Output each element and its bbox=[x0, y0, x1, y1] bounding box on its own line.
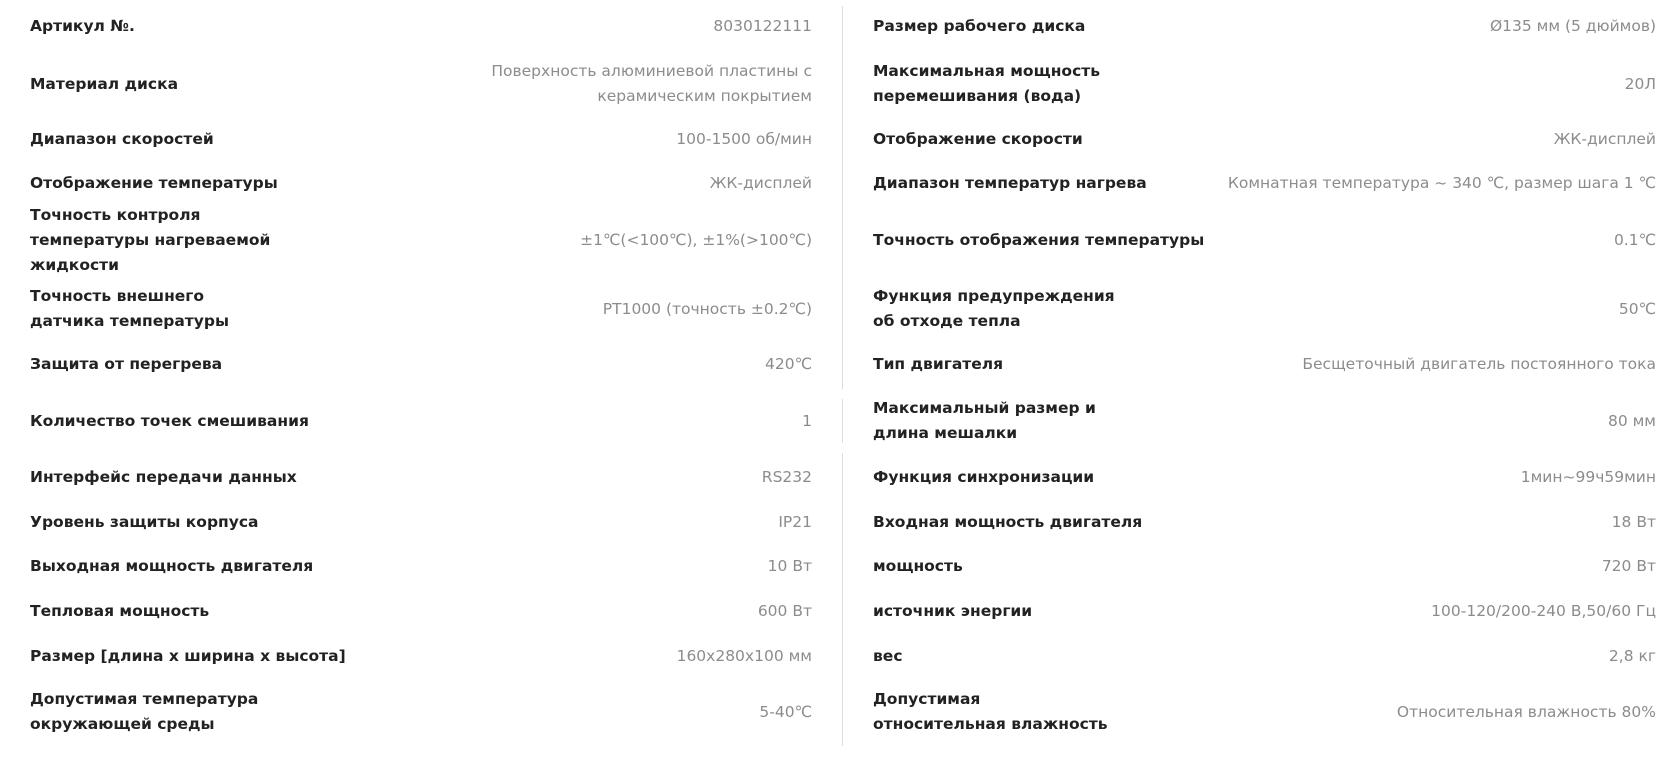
spec-value: 600 Вт bbox=[757, 601, 812, 620]
spec-row bbox=[873, 550, 1656, 582]
spec-value: 10 Вт bbox=[767, 556, 812, 575]
spec-value: 80 мм bbox=[1607, 411, 1656, 430]
spec-value: ЖК-дисплей bbox=[709, 173, 812, 192]
spec-row bbox=[30, 167, 812, 199]
spec-row bbox=[30, 550, 812, 582]
spec-row bbox=[873, 395, 1656, 447]
column-divider bbox=[842, 399, 843, 443]
spec-value: ±1℃(<100℃), ±1%(>100℃) bbox=[580, 230, 812, 249]
spec-value: ЖК-дисплей bbox=[1553, 129, 1656, 148]
spec-label: Защита от перегрева bbox=[30, 354, 223, 373]
spec-row bbox=[873, 123, 1656, 155]
spec-row bbox=[873, 461, 1656, 493]
column-divider bbox=[842, 453, 843, 746]
spec-row bbox=[873, 58, 1656, 110]
spec-value: Комнатная температура ~ 340 ℃, размер шага 1 ℃ bbox=[1227, 173, 1656, 192]
spec-label: Интерфейс передачи данных bbox=[30, 467, 297, 486]
spec-value: 160x280x100 мм bbox=[676, 646, 812, 665]
spec-row bbox=[873, 640, 1656, 672]
spec-value: Ø135 мм (5 дюймов) bbox=[1489, 16, 1656, 35]
spec-value: PT1000 (точность ±0.2℃) bbox=[602, 299, 812, 318]
column-divider bbox=[842, 6, 843, 389]
spec-label: Допустимая температура окружающей среды bbox=[30, 690, 259, 733]
spec-row bbox=[30, 405, 812, 437]
spec-value: IP21 bbox=[778, 512, 812, 531]
spec-row bbox=[873, 595, 1656, 627]
spec-label: Функция предупреждения об отходе тепла bbox=[873, 287, 1115, 330]
spec-label: Допустимая относительная влажность bbox=[873, 690, 1108, 733]
spec-row bbox=[30, 10, 812, 42]
spec-row bbox=[30, 123, 812, 155]
spec-label: Функция синхронизации bbox=[873, 467, 1095, 486]
spec-value: 2,8 кг bbox=[1608, 646, 1656, 665]
spec-row bbox=[873, 506, 1656, 538]
spec-value: 420℃ bbox=[765, 354, 812, 373]
spec-label: Диапазон скоростей bbox=[30, 129, 214, 148]
spec-row bbox=[873, 686, 1656, 738]
spec-label: Отображение скорости bbox=[873, 129, 1083, 148]
spec-row bbox=[873, 224, 1656, 256]
spec-value: Поверхность алюминиевой пластины с керамическим покрытием bbox=[491, 62, 812, 105]
spec-label: Диапазон температур нагрева bbox=[873, 173, 1147, 192]
spec-value: 0.1℃ bbox=[1613, 230, 1656, 249]
spec-label: Тип двигателя bbox=[873, 354, 1004, 373]
spec-label: Точность контроля температуры нагреваемой жидкости bbox=[30, 205, 271, 274]
spec-label: Выходная мощность двигателя bbox=[30, 556, 314, 575]
spec-value: 20Л bbox=[1624, 74, 1656, 93]
spec-row bbox=[873, 283, 1656, 335]
spec-value: Относительная влажность 80% bbox=[1396, 702, 1656, 721]
spec-value: 100-1500 об/мин bbox=[676, 129, 812, 148]
spec-row bbox=[873, 348, 1656, 380]
spec-row bbox=[30, 58, 812, 110]
spec-row bbox=[30, 205, 812, 274]
spec-value: 8030122111 bbox=[713, 16, 812, 35]
spec-value: 1 bbox=[802, 411, 812, 430]
spec-label: Тепловая мощность bbox=[30, 601, 210, 620]
spec-label: источник энергии bbox=[873, 601, 1033, 620]
spec-row bbox=[30, 595, 812, 627]
spec-label: Максимальный размер и длина мешалки bbox=[873, 399, 1096, 442]
spec-row bbox=[30, 686, 812, 738]
spec-row bbox=[30, 506, 812, 538]
spec-row bbox=[30, 461, 812, 493]
spec-label: Материал диска bbox=[30, 74, 179, 93]
spec-value: 5-40℃ bbox=[759, 702, 812, 721]
spec-label: Количество точек смешивания bbox=[30, 411, 309, 430]
spec-label: вес bbox=[873, 646, 903, 665]
spec-row bbox=[873, 167, 1656, 199]
spec-value: RS232 bbox=[761, 467, 812, 486]
spec-label: Артикул №. bbox=[30, 16, 135, 35]
spec-label: Точность отображения температуры bbox=[873, 230, 1205, 249]
spec-label: мощность bbox=[873, 556, 963, 575]
spec-label: Размер [длина x ширина x высота] bbox=[30, 646, 346, 665]
spec-label: Отображение температуры bbox=[30, 173, 278, 192]
spec-value: 100-120/200-240 В,50/60 Гц bbox=[1431, 601, 1656, 620]
spec-label: Уровень защиты корпуса bbox=[30, 512, 259, 531]
spec-value: Бесщеточный двигатель постоянного тока bbox=[1302, 354, 1656, 373]
spec-label: Входная мощность двигателя bbox=[873, 512, 1143, 531]
spec-row bbox=[873, 10, 1656, 42]
spec-label: Размер рабочего диска bbox=[873, 16, 1086, 35]
spec-row bbox=[30, 640, 812, 672]
spec-value: 50℃ bbox=[1618, 299, 1656, 318]
spec-row bbox=[30, 283, 812, 335]
spec-value: 720 Вт bbox=[1601, 556, 1656, 575]
spec-value: 1мин~99ч59мин bbox=[1520, 467, 1656, 486]
spec-label: Максимальная мощность перемешивания (вода) bbox=[873, 62, 1101, 105]
spec-row bbox=[30, 348, 812, 380]
spec-value: 18 Вт bbox=[1611, 512, 1656, 531]
spec-label: Точность внешнего датчика температуры bbox=[30, 287, 229, 330]
